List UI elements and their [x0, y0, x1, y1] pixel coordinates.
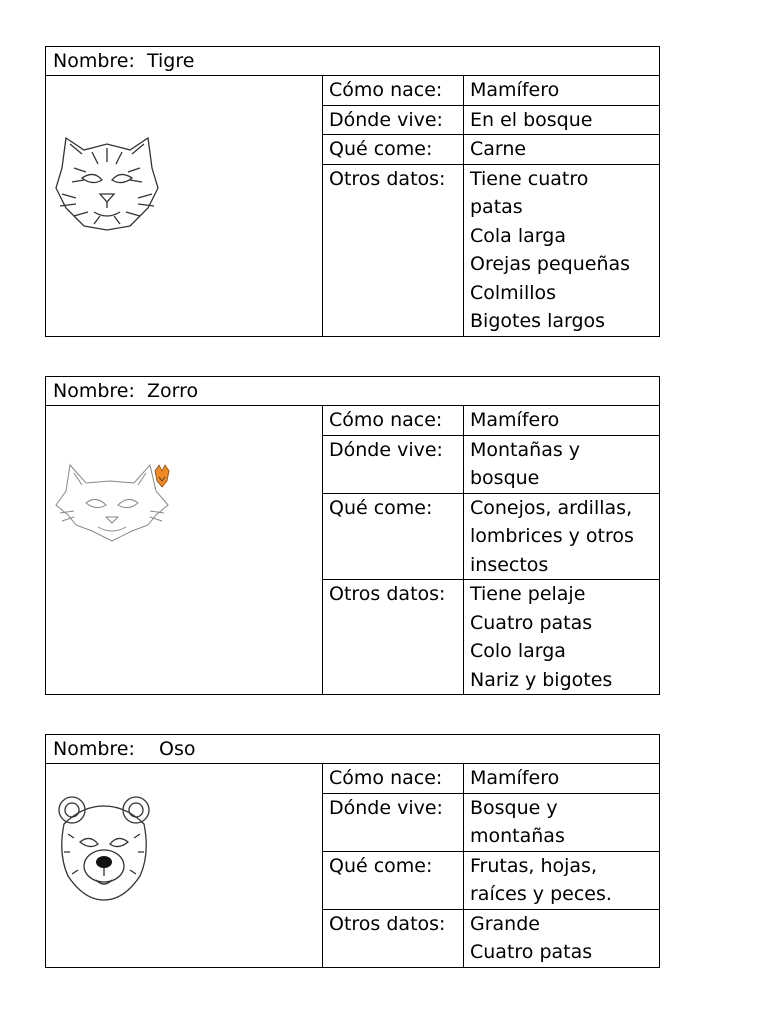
value-line: Mamífero	[470, 79, 560, 101]
value-line: patas	[470, 196, 523, 218]
value-line: raíces y peces.	[470, 883, 612, 905]
value-line: Cola larga	[470, 224, 566, 247]
value-line: Cuatro patas	[470, 941, 593, 963]
table-row	[323, 794, 659, 852]
value-line: Mamífero	[470, 409, 560, 431]
row-label: Qué come:	[323, 852, 464, 909]
value-line: Bigotes largos	[470, 310, 606, 332]
card-body	[46, 76, 659, 336]
card-title: Nombre: Tigre	[46, 47, 659, 76]
card-body	[46, 764, 659, 967]
value-line: Cuatro patas	[470, 611, 593, 634]
table-row	[323, 406, 659, 436]
value-line: Tiene pelaje	[470, 583, 586, 605]
value-line: Grande	[470, 912, 540, 935]
row-value	[464, 406, 659, 435]
value-line: bosque	[470, 467, 540, 489]
value-line: Orejas pequeñas	[470, 253, 631, 275]
card-title: Nombre: Zorro	[46, 377, 659, 406]
row-value	[464, 76, 659, 105]
table-row	[323, 106, 659, 136]
card-title: Nombre: Oso	[46, 735, 659, 764]
value-line: montañas	[470, 825, 565, 847]
tiger-mask-picture	[46, 76, 323, 336]
table-row	[323, 852, 659, 910]
card-tigre	[45, 46, 660, 337]
value-line: Colo larga	[470, 640, 566, 662]
value-line: lombrices y otros	[470, 525, 634, 547]
value-line: Conejos, ardillas,	[470, 496, 633, 519]
bear-nose-icon	[96, 856, 112, 868]
row-label: Qué come:	[323, 135, 464, 164]
facts-table	[323, 406, 659, 694]
row-value	[464, 165, 659, 336]
row-label: Cómo nace:	[323, 76, 464, 105]
row-label: Dónde vive:	[323, 794, 464, 851]
tiger-mask-icon	[54, 128, 160, 232]
row-value	[464, 135, 659, 164]
table-row	[323, 436, 659, 494]
value-line: Tiene cuatro	[470, 167, 589, 190]
table-row	[323, 76, 659, 106]
table-row	[323, 580, 659, 694]
row-value	[464, 910, 659, 967]
row-label: Dónde vive:	[323, 106, 464, 135]
value-line: Mamífero	[470, 767, 560, 789]
row-value	[464, 764, 659, 793]
card-body	[46, 406, 659, 694]
value-line: Carne	[470, 138, 527, 160]
value-line: Montañas y	[470, 438, 581, 461]
row-label: Otros datos:	[323, 580, 464, 694]
row-value	[464, 436, 659, 493]
value-line: Nariz y bigotes	[470, 668, 613, 691]
value-line: Bosque y	[470, 796, 558, 819]
card-oso	[45, 734, 660, 968]
row-label: Dónde vive:	[323, 436, 464, 493]
table-row	[323, 494, 659, 581]
row-label: Cómo nace:	[323, 406, 464, 435]
row-value	[464, 580, 659, 694]
row-value	[464, 494, 659, 580]
fox-mask-icon	[52, 461, 174, 545]
table-row	[323, 135, 659, 165]
fox-mask-picture	[46, 406, 323, 694]
facts-table	[323, 76, 659, 336]
row-value	[464, 852, 659, 909]
facts-table	[323, 764, 659, 967]
bear-mask-icon	[54, 794, 154, 904]
card-zorro	[45, 376, 660, 695]
row-label: Qué come:	[323, 494, 464, 580]
row-value	[464, 794, 659, 851]
value-line: Colmillos	[470, 281, 557, 304]
value-line: En el bosque	[470, 108, 593, 131]
row-label: Otros datos:	[323, 165, 464, 336]
row-label: Cómo nace:	[323, 764, 464, 793]
table-row	[323, 910, 659, 967]
row-label: Otros datos:	[323, 910, 464, 967]
value-line: Frutas, hojas,	[470, 854, 597, 877]
value-line: insectos	[470, 553, 549, 576]
row-value	[464, 106, 659, 135]
table-row	[323, 764, 659, 794]
table-row	[323, 165, 659, 336]
fox-logo-icon	[155, 465, 169, 487]
bear-mask-picture	[46, 764, 323, 967]
